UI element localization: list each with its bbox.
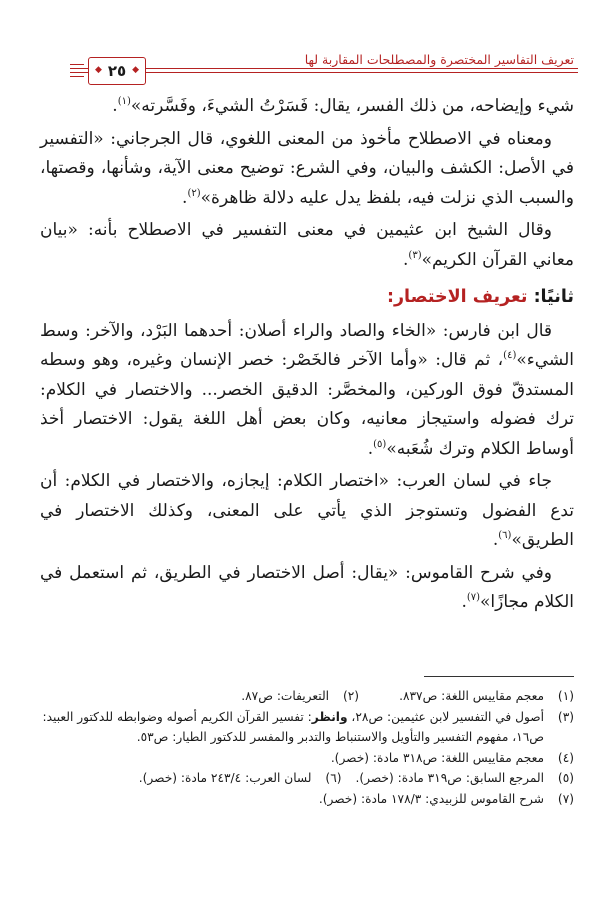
section-heading [40, 283, 574, 313]
paragraph: ومعناه في الاصطلاح مأخوذ من المعنى اللغوي، قال الجرجاني: «التفسير في الأصل: الكشف والبيان، وفي الشرع: توضيح معنى الآية، وشأنها، وقصتها، والسبب الذي نزلت فيه، بلفظ يدل عليه دلالة ظاهرة»$^{(٢)}$. [40, 128, 574, 208]
footnote-item: (٧) شرح القاموس للزبيدي: ١٧٨/٣ مادة: (خصر). [40, 789, 574, 810]
footnote-item: (٤) معجم مقاييس اللغة: ص٣١٨ مادة: (خصر). [40, 748, 574, 769]
header-ornament-line [70, 64, 84, 65]
paragraph: وقال الشيخ ابن عثيمين في معنى التفسير في الاصطلاح بأنه: «بيان معاني القرآن الكريم»$^{(٣)}$. [40, 220, 574, 270]
header-ornament-line [70, 76, 84, 77]
ornament-icon: ◆ [95, 65, 102, 75]
main-text [40, 92, 574, 621]
footnote-ref[interactable]: (٤) [503, 350, 517, 361]
header-rule-top [70, 68, 578, 69]
footnote-item: (٥) المرجع السابق: ص٣١٩ مادة: (خصر). (٦) لسان العرب: ٢٤٣/٤ مادة: (خصر). [40, 768, 574, 789]
footnote-ref[interactable]: (٢) [187, 187, 201, 199]
footnote-text: معجم مقاييس اللغة: ص٣١٨ مادة: (خصر). [330, 750, 544, 765]
paragraph: شيء وإيضاحه، من ذلك الفسر، يقال: فَسَرْتُ الشيءَ، وفَسَّرته»$^{(١)}$. [112, 96, 574, 116]
footnote-item: (١) معجم مقاييس اللغة: ص٨٣٧. (٢) التعريفات: ص٨٧. [40, 686, 574, 707]
paragraph: جاء في لسان العرب: «اختصار الكلام: إيجازه، والاختصار في الكلام: أن تدع الفضول وتستوجز الذي يأتي على المعنى، وكذلك الاختصار في الطريق»$^{(٦)}$. [40, 471, 574, 550]
footnote-text: شرح القاموس للزبيدي: ١٧٨/٣ مادة: (خصر). [318, 791, 544, 806]
footnote-text: معجم مقاييس اللغة: ص٨٣٧. [399, 689, 544, 703]
paragraph: وفي شرح القاموس: «يقال: أصل الاختصار في الطريق، ثم استعمل في الكلام مجازًا»$^{(٧)}$. [40, 562, 574, 612]
footnote-item: (٣) أصول في التفسير لابن عثيمين: ص٢٨، وانظر: تفسير القرآن الكريم أصوله وضوابطه للدكتور العبيد: ص١٦، مفهوم التفسير والتأويل والاستنباط والتدبر والمفسر للدكتور الطيار: ص٥٣. [42, 709, 574, 744]
footnote-text: لسان العرب: ٢٤٣/٤ مادة: (خصر). [138, 771, 312, 785]
ornament-icon: ◆ [132, 65, 139, 75]
footnote-text: المرجع السابق: ص٣١٩ مادة: (خصر). [355, 771, 544, 785]
header-rule-bottom [70, 72, 578, 73]
footnote-separator [424, 676, 574, 677]
page-number: ٢٥ [107, 62, 127, 80]
page-number-frame [88, 57, 146, 85]
running-header [70, 52, 578, 92]
paragraph: قال ابن فارس: «الخاء والصاد والراء أصلان: أحدهما البَرْد، والآخر: وسط الشيء»$^{(٤)}$، ثم قال: «وأما الآخر فالخَصْر: خصر الإنسان وغيره، وهو وسطه المستدقّ فوق الوركين، والمخصَّر: الدقيق الخصر... والاختصار في الكلام: ترك فضوله واستيجاز معانيه، وكان بعض أهل اللغة يقول: الاختصار أخذ أوساط الكلام وترك شُعَبه»$^{(٥)}$. [40, 320, 574, 459]
footnote-ref[interactable]: (٧) [466, 592, 481, 603]
footnote-text: التعريفات: ص٨٧. [241, 689, 330, 703]
running-title: تعريف التفاسير المختصرة والمصطلحات المقاربة لها [304, 52, 574, 67]
footnote-ref[interactable]: (٣) [408, 249, 422, 261]
heading-title: تعريف الاختصار: [386, 287, 528, 307]
footnote-ref[interactable]: (٥) [373, 438, 387, 450]
heading-prefix: ثانيًا: [533, 287, 574, 307]
footnote-ref[interactable]: (٦) [498, 530, 512, 541]
footnote-ref[interactable]: (١) [117, 96, 131, 107]
footnotes [40, 686, 574, 809]
